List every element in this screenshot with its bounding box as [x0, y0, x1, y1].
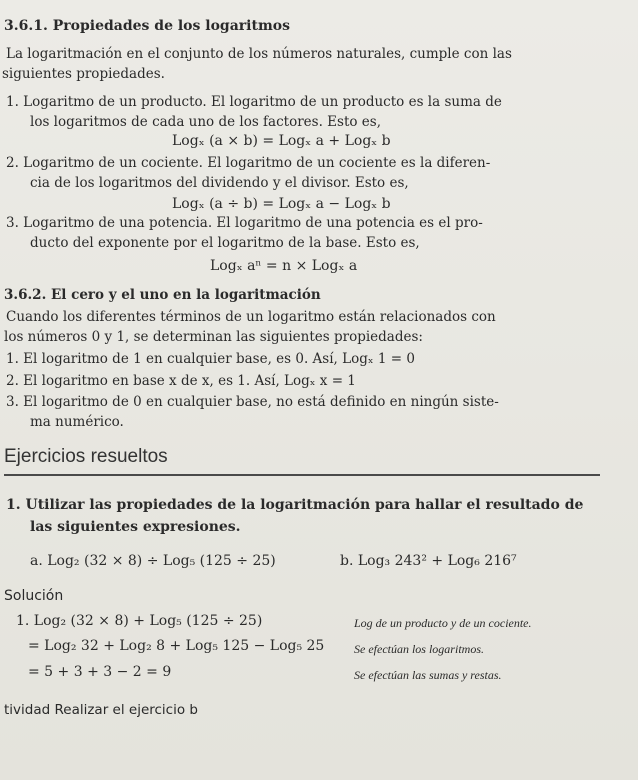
exercise-1-a: a. Log₂ (32 × 8) ÷ Log₅ (125 ÷ 25)	[30, 553, 276, 569]
exercise-1-statement-1: 1. Utilizar las propiedades de la logaritmación para hallar el resultado de	[6, 497, 584, 513]
exercises-header: Ejercicios resueltos	[4, 446, 168, 467]
zero-one-prop-2: 2. El logaritmo en base x de x, es 1. Así, Logₓ x = 1	[6, 373, 356, 389]
intro-line-2: siguientes propiedades.	[2, 66, 165, 82]
property-1-line-2: los logaritmos de cada uno de los factores. Esto es,	[30, 114, 381, 130]
solution-step-1: 1. Log₂ (32 × 8) + Log₅ (125 ÷ 25)	[16, 613, 263, 629]
zero-one-prop-1: 1. El logaritmo de 1 en cualquier base, es 0. Así, Logₓ 1 = 0	[6, 351, 415, 367]
section-title: 3.6.1. Propiedades de los logaritmos	[4, 18, 290, 34]
subsection-intro-1: Cuando los diferentes términos de un logaritmo están relacionados con	[6, 309, 496, 325]
subsection-intro-2: los números 0 y 1, se determinan las siguientes propiedades:	[4, 329, 423, 345]
solution-step-2: = Log₂ 32 + Log₂ 8 + Log₅ 125 − Log₅ 25	[28, 638, 325, 654]
subsection-title: 3.6.2. El cero y el uno en la logaritmación	[4, 287, 321, 303]
solution-label: Solución	[4, 588, 64, 604]
property-3-line-2: ducto del exponente por el logaritmo de la base. Esto es,	[30, 235, 420, 251]
activity-text: tividad Realizar el ejercicio b	[4, 702, 198, 718]
solution-note-1: Log de un producto y de un cociente.	[354, 616, 532, 630]
zero-one-prop-3-cont: ma numérico.	[30, 414, 124, 430]
solution-step-3: = 5 + 3 + 3 − 2 = 9	[28, 664, 172, 680]
property-3-line-1: 3. Logaritmo de una potencia. El logaritmo de una potencia es el pro-	[6, 215, 483, 231]
property-2-formula: Logₓ (a ÷ b) = Logₓ a − Logₓ b	[172, 196, 391, 212]
property-2-line-2: cia de los logaritmos del dividendo y el divisor. Esto es,	[30, 175, 409, 191]
property-1-line-1: 1. Logaritmo de un producto. El logaritmo de un producto es la suma de	[6, 94, 502, 110]
property-1-formula: Logₓ (a × b) = Logₓ a + Logₓ b	[172, 133, 391, 149]
property-3-formula: Logₓ aⁿ = n × Logₓ a	[210, 258, 358, 274]
solution-note-2: Se efectúan los logaritmos.	[354, 642, 484, 656]
solution-note-3: Se efectúan las sumas y restas.	[354, 668, 502, 682]
property-2-line-1: 2. Logaritmo de un cociente. El logaritmo de un cociente es la diferen-	[6, 155, 491, 171]
zero-one-prop-3: 3. El logaritmo de 0 en cualquier base, no está definido en ningún siste-	[6, 394, 499, 410]
header-rule	[4, 474, 600, 476]
exercise-1-statement-2: las siguientes expresiones.	[30, 519, 241, 535]
exercise-1-b: b. Log₃ 243² + Log₆ 216⁷	[340, 553, 517, 569]
intro-line-1: La logaritmación en el conjunto de los números naturales, cumple con las	[6, 46, 512, 62]
